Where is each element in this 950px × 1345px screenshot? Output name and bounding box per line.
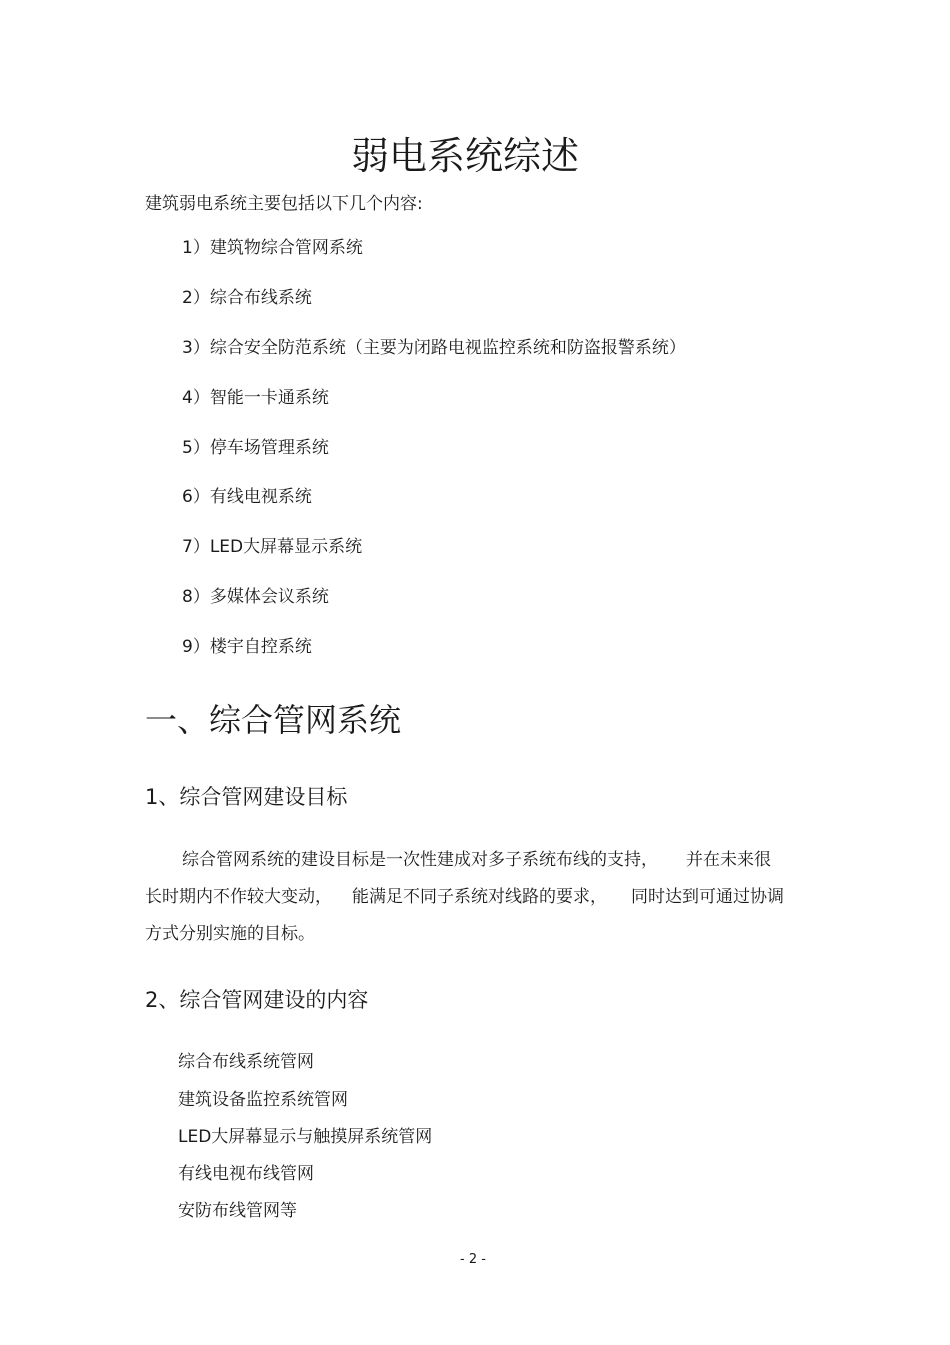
list-item: 7）LED大屏幕显示系统 <box>182 537 363 557</box>
content-item: 有线电视布线管网 <box>178 1164 314 1184</box>
list-item: 4）智能一卡通系统 <box>182 388 329 408</box>
page-number: - 2 - <box>460 1252 486 1267</box>
content-item: 安防布线管网等 <box>178 1201 297 1221</box>
content-item: 综合布线系统管网 <box>178 1052 314 1072</box>
para-segment: 同时达到可通过协调 <box>631 887 784 907</box>
page-title: 弱电系统综述 <box>350 134 579 178</box>
list-item: 9）楼宇自控系统 <box>182 637 312 657</box>
goals-paragraph <box>145 842 805 953</box>
intro-text: 建筑弱电系统主要包括以下几个内容: <box>145 194 423 214</box>
section-heading: 一、综合管网系统 <box>145 701 402 739</box>
list-item: 5）停车场管理系统 <box>182 438 329 458</box>
para-segment: 能满足不同子系统对线路的要求， <box>352 887 607 907</box>
content-item: LED大屏幕显示与触摸屏系统管网 <box>178 1127 433 1147</box>
list-item: 6）有线电视系统 <box>182 487 312 507</box>
list-item: 2）综合布线系统 <box>182 288 312 308</box>
list-item: 1）建筑物综合管网系统 <box>182 238 363 258</box>
para-segment: 综合管网系统的建设目标是一次性建成对多子系统布线的支持， <box>182 850 658 870</box>
para-segment: 方式分别实施的目标。 <box>145 924 315 944</box>
para-segment: 并在未来很 <box>686 850 771 870</box>
subsection-heading-goals: 1、综合管网建设目标 <box>145 785 348 809</box>
list-item: 8）多媒体会议系统 <box>182 587 329 607</box>
subsection-heading-contents: 2、综合管网建设的内容 <box>145 988 369 1012</box>
list-item: 3）综合安全防范系统（主要为闭路电视监控系统和防盗报警系统） <box>182 338 686 358</box>
content-item: 建筑设备监控系统管网 <box>178 1090 348 1110</box>
para-segment: 长时期内不作较大变动， <box>145 887 332 907</box>
